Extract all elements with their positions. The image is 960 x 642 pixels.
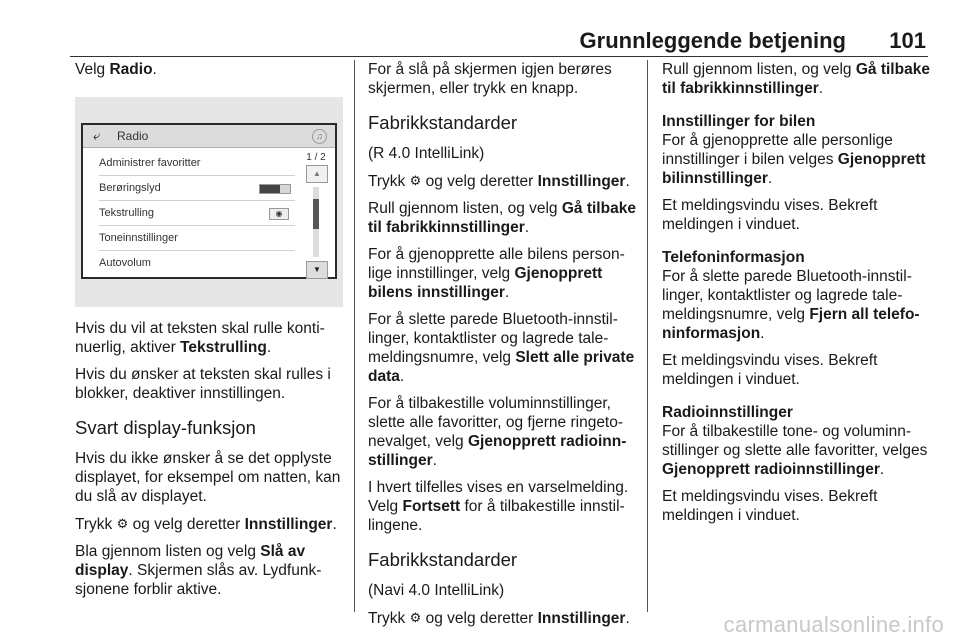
paragraph: Trykk ⚙ og velg deretter Innstillinger.: [368, 610, 630, 627]
paragraph: Rull gjennom listen, og velg Gå tilbake til fabrikkinnstillinger.: [662, 61, 930, 97]
screen-title-bar: [83, 125, 335, 148]
music-icon: ♫: [312, 129, 327, 144]
scroll-down-icon: ▼: [306, 261, 328, 279]
scroll-thumb: [313, 199, 319, 229]
subsection-heading: Telefoninformasjon: [662, 249, 805, 266]
paragraph: For å slette parede Bluetooth-innstil-linger, kontaktlister og lagrede tale-meldingsnumre, velg Fjern all telefo-ninformasjon.: [662, 268, 920, 342]
paragraph: For å gjenopprette alle bilens person-lige innstillinger, velg Gjenopprett bilens innstillinger.: [368, 246, 625, 301]
paragraph: Hvis du ønsker at teksten skal rulles i blokker, deaktiver innstillingen.: [75, 366, 331, 402]
paragraph: Velg Radio.: [75, 61, 157, 78]
settings-icon: ⚙: [116, 516, 129, 531]
column-3: [662, 60, 930, 533]
settings-icon: ⚙: [409, 610, 422, 625]
paragraph: For å gjenopprette alle personlige innstillinger i bilen velges Gjenopprett bilinnstillinger.: [662, 132, 926, 187]
page-indicator: 1 / 2: [306, 152, 326, 163]
section-heading: Svart display-funksjon: [75, 417, 256, 438]
paragraph: Et meldingsvindu vises. Bekreft meldingen i vinduet.: [662, 197, 878, 233]
watermark: carmanualsonline.info: [723, 612, 944, 637]
page-header: [70, 26, 928, 57]
paragraph: Trykk ⚙ og velg deretter Innstillinger.: [75, 516, 337, 533]
screen-title: Radio: [117, 129, 149, 143]
menu-item: Berøringslyd: [99, 176, 295, 201]
paragraph: (Navi 4.0 IntelliLink): [368, 582, 505, 599]
column-2: [368, 60, 636, 636]
column-divider: [354, 60, 355, 612]
scroll-area: [305, 151, 327, 275]
paragraph: Et meldingsvindu vises. Bekreft meldingen i vinduet.: [662, 488, 878, 524]
subsection-heading: Innstillinger for bilen: [662, 113, 816, 130]
column-1: [75, 60, 343, 607]
menu-item: Autovolum: [99, 257, 151, 269]
paragraph: Hvis du vil at teksten skal rulle konti-nuerlig, aktiver Tekstrulling.: [75, 320, 325, 356]
paragraph: For å tilbakestille voluminnstillinger, slette alle favoritter, og fjerne ringeto-nevalget, velg Gjenopprett radioinn-stillinger.: [368, 395, 627, 469]
paragraph: For å tilbakestille tone- og voluminn-stillinger og slette alle favoritter, velges Gjenopprett radioinnstillinger.: [662, 423, 928, 478]
subsection-heading: Radioinnstillinger: [662, 404, 793, 421]
paragraph: Trykk ⚙ og velg deretter Innstillinger.: [368, 173, 630, 190]
radio-settings-screenshot: [75, 97, 343, 307]
menu-item: Administrer favoritter: [99, 151, 295, 176]
back-icon: ⤶: [93, 128, 101, 143]
paragraph: Bla gjennom listen og velg Slå av display. Skjermen slås av. Lydfunk-sjonene forblir aktive.: [75, 543, 322, 598]
toggle-indicator-icon: ◉: [269, 208, 289, 220]
settings-icon: ⚙: [409, 173, 422, 188]
paragraph: Hvis du ikke ønsker å se det opplyste displayet, for eksempel om natten, kan du slå av displayet.: [75, 450, 341, 505]
running-title: Grunnleggende betjening: [579, 28, 846, 53]
slider-indicator-icon: [259, 184, 291, 194]
page-number: 101: [889, 28, 926, 53]
scroll-up-icon: ▲: [306, 165, 328, 183]
column-divider: [647, 60, 648, 612]
section-heading: Fabrikkstandarder: [368, 112, 518, 133]
paragraph: I hvert tilfelles vises en varselmelding. Velg Fortsett for å tilbakestille innstil-lingene.: [368, 479, 629, 534]
paragraph: Rull gjennom listen, og velg Gå tilbake til fabrikkinnstillinger.: [368, 200, 636, 236]
paragraph: (R 4.0 IntelliLink): [368, 145, 485, 162]
paragraph: For å slette parede Bluetooth-innstil-linger, kontaktlister og lagrede tale-meldingsnumre, velg Slett alle private data.: [368, 311, 635, 385]
menu-list: [99, 151, 295, 275]
menu-item: Tekstrulling ◉: [99, 201, 295, 226]
scroll-track: [313, 187, 319, 257]
paragraph: For å slå på skjermen igjen berøres skjermen, eller trykk en knapp.: [368, 61, 612, 97]
paragraph: Et meldingsvindu vises. Bekreft meldingen i vinduet.: [662, 352, 878, 388]
screen: [81, 123, 337, 279]
menu-item: Toneinnstillinger: [99, 226, 295, 251]
section-heading: Fabrikkstandarder: [368, 549, 518, 570]
